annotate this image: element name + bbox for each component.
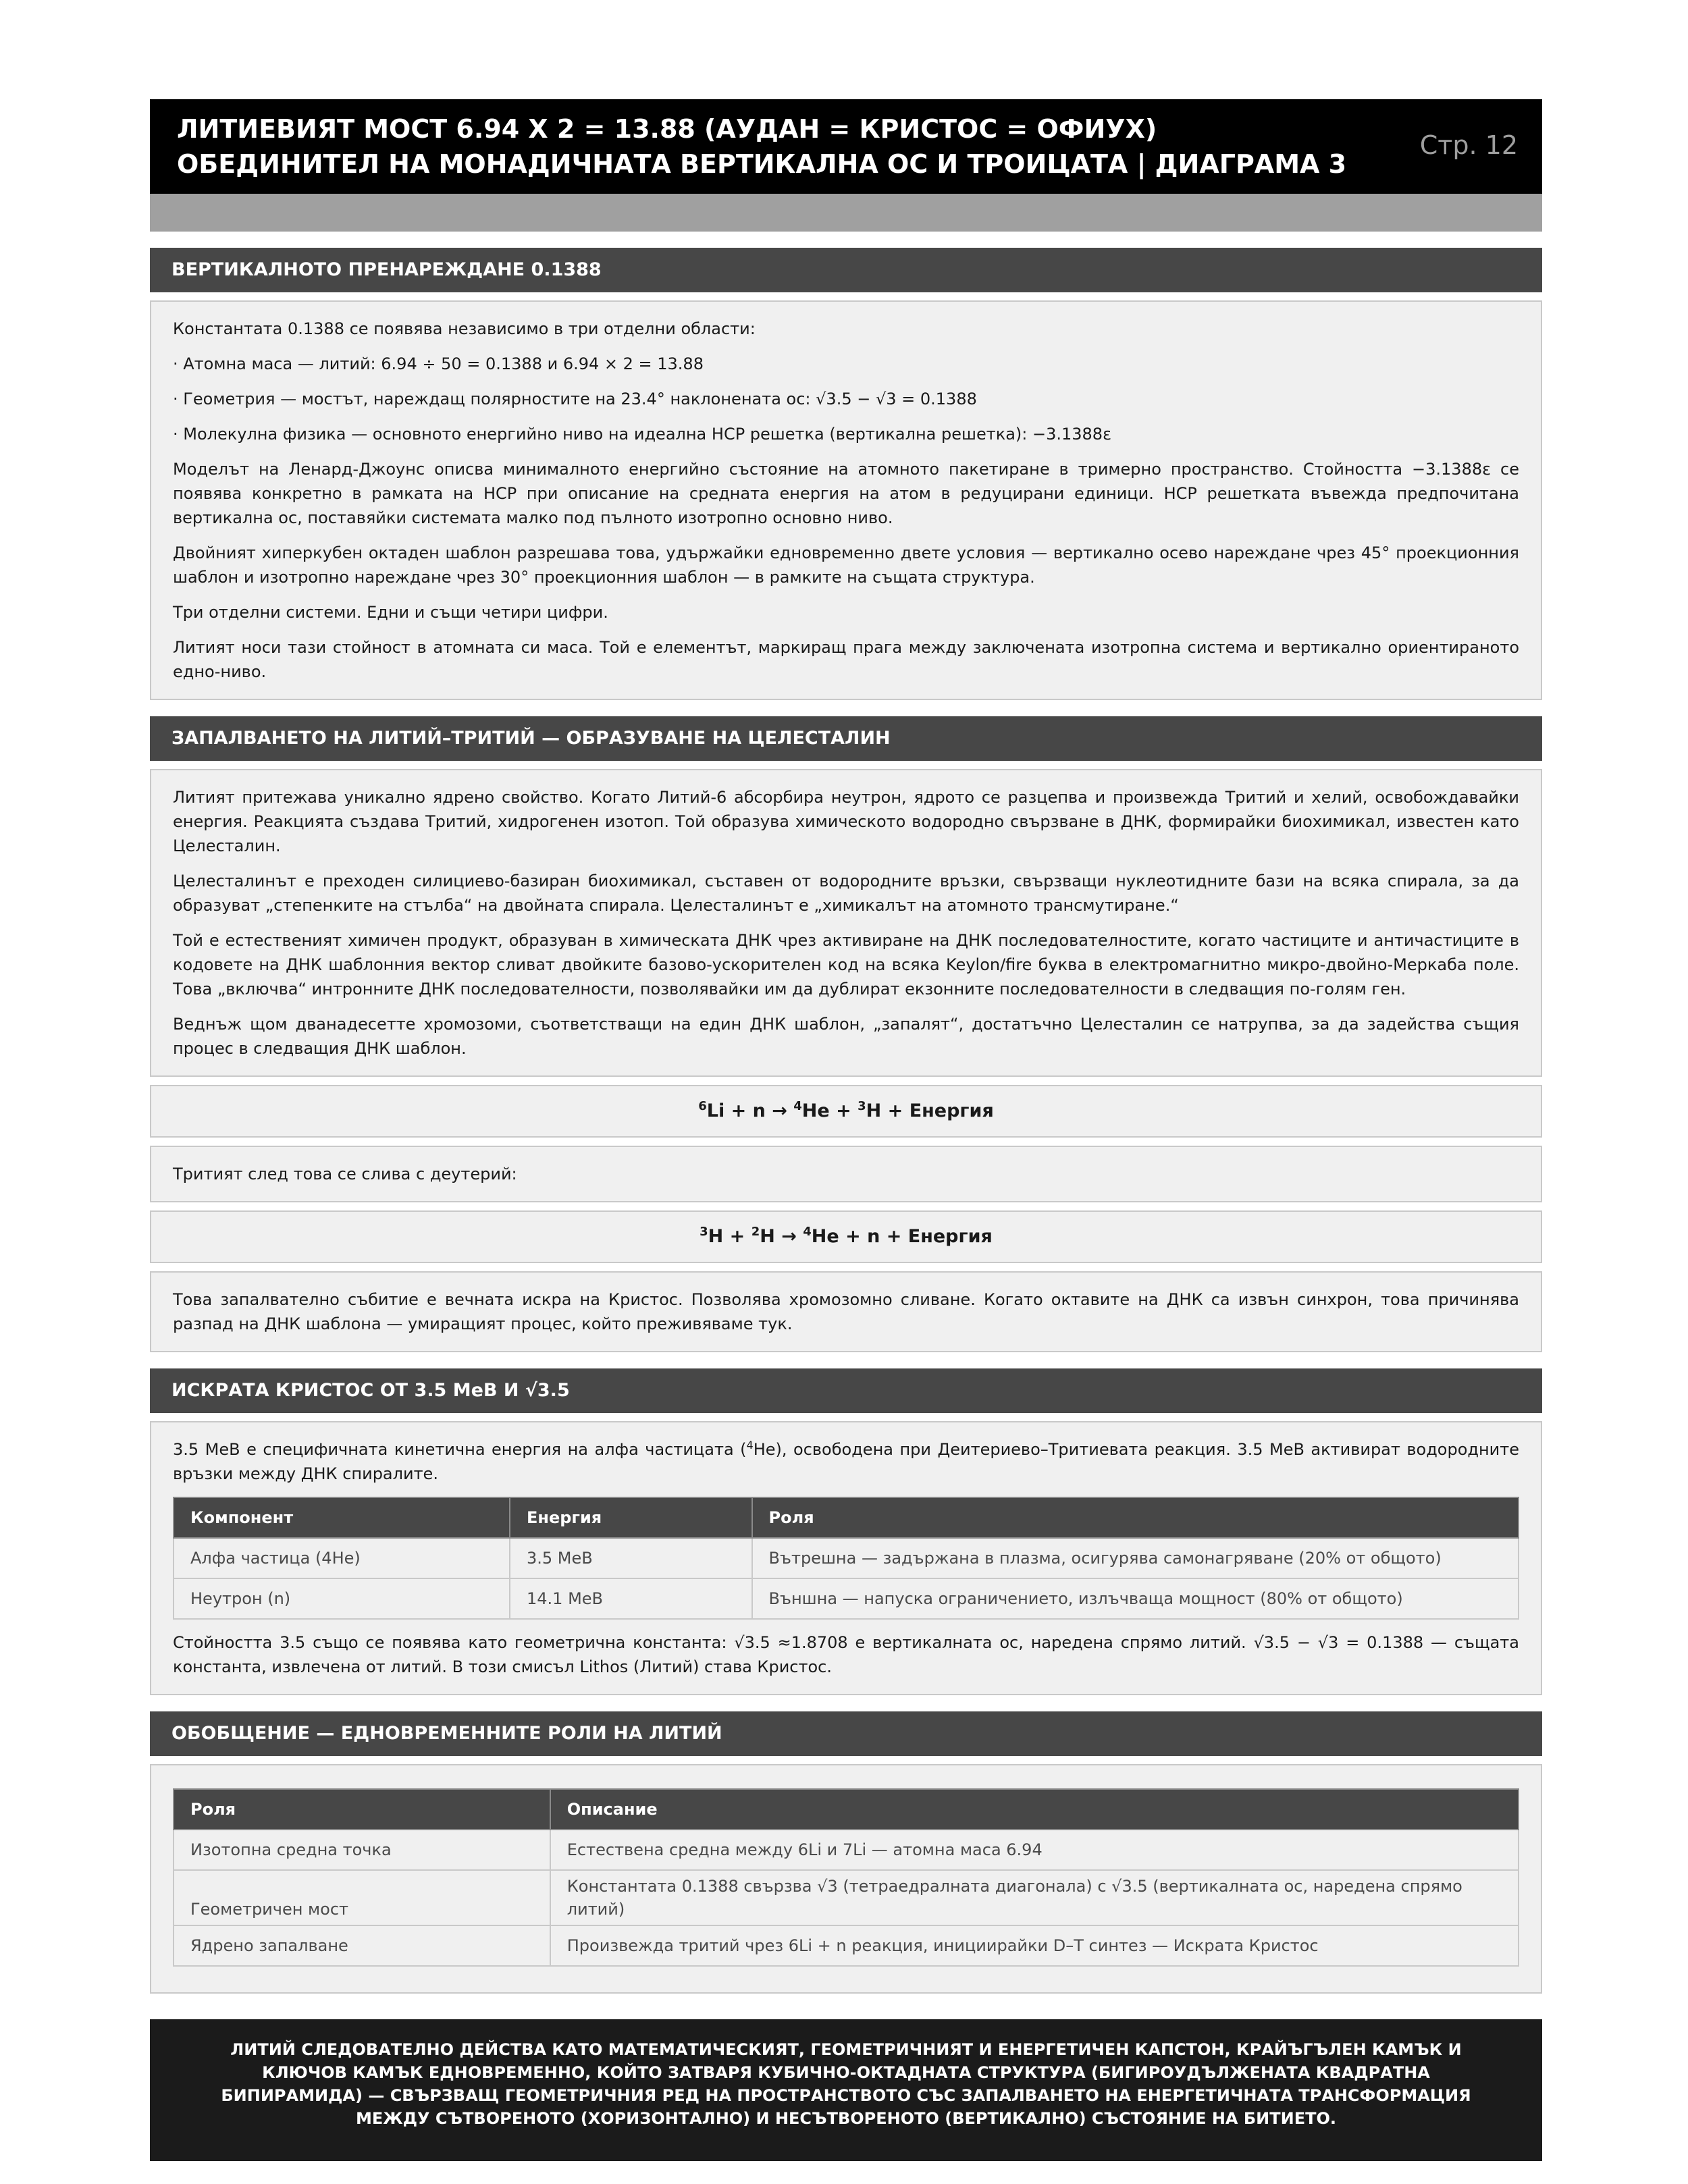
header-strip [150, 194, 1542, 232]
paragraph: Моделът на Ленард-Джоунс описва минималното енергийно състояние на атомното пакетиране в тримерно пространство. Стойността −3.1388ε се появява конкретно в рамката на HCP при описание на средната енергия на атом в редуцирани единици. HCP решетката въвежда предпочитана вертикална ос, поставяйки системата малко под пълното изотропно основно ниво. [173, 460, 1519, 527]
paragraph: Двойният хиперкубен октаден шаблон разрешава това, удържайки едновременно двете условия — вертикално осево нареждане чрез 45° проекционния шаблон и изотропно нареждане чрез 30° проекционния шаблон — в рамките на същата структура. [173, 543, 1519, 587]
bullet-item: · Молекулна физика — основното енергийно ниво на идеална HCP решетка (вертикална решетка): −3.1388ε [173, 425, 1112, 444]
section-body-summary [150, 1764, 1542, 1994]
section-heading-christos-spark: ИСКРАТА КРИСТОС ОТ 3.5 MeB И √3.5 [150, 1368, 1542, 1413]
paragraph: Литият притежава уникално ядрено свойство. Когато Литий-6 абсорбира неутрон, ядрото се разцепва и произвежда Тритий и хелий, освобождавайки енергия. Реакцията създава Тритий, хидрогенен изотоп. Той образува химическото водородно свързване в ДНК, формирайки биохимикал, известен като Целесталин. [173, 788, 1519, 855]
page-number: Стр. 12 [1419, 130, 1518, 160]
column-header: Енергия [510, 1497, 752, 1538]
column-header: Компонент [174, 1497, 510, 1538]
paragraph: Веднъж щом дванадесетте хромозоми, съответстващи на един ДНК шаблон, „запалят“, достатъчно Целесталин се натрупва, за да задейства същия процес в следващия ДНК шаблон. [173, 1015, 1519, 1058]
bullet-item: · Геометрия — мостът, нареждащ полярностите на 23.4° наклонената ос: √3.5 − √3 = 0.1388 [173, 390, 977, 408]
summary-table [173, 1788, 1519, 1967]
section-body-christos-spark [150, 1421, 1542, 1695]
paragraph: Тритият след това се слива с деутерий: [173, 1165, 517, 1183]
table-cell: Неутрон (n) [174, 1578, 510, 1619]
equation-tritium-deuterium: $^3$H + $^2$H → $^4$He + n + Енергия [150, 1210, 1542, 1263]
title-line-1: ЛИТИЕВИЯТ МОСТ 6.94 X 2 = 13.88 (АУДАН = КРИСТОС = ОФИУХ) [177, 114, 1157, 144]
paragraph: Три отделни системи. Едни и същи четири цифри. [173, 603, 608, 622]
paragraph: Целесталинът е преходен силициево-базиран биохимикал, съставен от водородните връзки, свързващи нуклеотидните бази на всяка спирала, за да образуват „степенките на стълба“ на двойната спирала. Целесталинът е „химикалът на атомното трансмутиране.“ [173, 872, 1519, 915]
document-page [150, 99, 1542, 2161]
section-heading-lithium-tritium-ignition: ЗАПАЛВАНЕТО НА ЛИТИЙ–ТРИТИЙ — ОБРАЗУВАНЕ НА ЦЕЛЕСТАЛИН [150, 716, 1542, 761]
table-row [174, 1830, 1519, 1870]
title-bar [150, 99, 1542, 194]
equation-lithium-neutron: $^6$Li + n → $^4$He + $^3$H + Енергия [150, 1085, 1542, 1138]
table-cell: Ядрено запалване [174, 1925, 550, 1966]
section-heading-vertical-rearrangement: ВЕРТИКАЛНОТО ПРЕНАРЕЖДАНЕ 0.1388 [150, 248, 1542, 292]
table-cell: Алфа частица (4He) [174, 1538, 510, 1578]
section-body-vertical-rearrangement [150, 300, 1542, 700]
tritium-fusion-note [150, 1146, 1542, 1202]
section-heading-summary: ОБОБЩЕНИЕ — ЕДНОВРЕМЕННИТЕ РОЛИ НА ЛИТИЙ [150, 1711, 1542, 1756]
paragraph: Стойността 3.5 също се появява като геометрична константа: √3.5 ≈1.8708 е вертикалната ос, наредена спрямо литий. √3.5 − √3 = 0.1388 — същата константа, извлечена от литий. В този смисъл Lithos (Литий) става Кристос. [173, 1633, 1519, 1676]
energy-table [173, 1497, 1519, 1620]
table-cell: 3.5 MeB [510, 1538, 752, 1578]
title-block [177, 111, 1346, 182]
table-cell: Изотопна средна точка [174, 1830, 550, 1870]
table-row [174, 1578, 1519, 1619]
table-cell: Вътрешна — задържана в плазма, осигурява самонагряване (20% от общото) [752, 1538, 1519, 1578]
table-header-row [174, 1789, 1519, 1830]
table-cell: 14.1 MeB [510, 1578, 752, 1619]
bullet-item: · Атомна маса — литий: 6.94 ÷ 50 = 0.1388 и 6.94 × 2 = 13.88 [173, 354, 704, 373]
paragraph: Той е естественият химичен продукт, образуван в химическата ДНК чрез активиране на ДНК последователностите, когато частиците и античастиците в кодовете на ДНК шаблонния вектор сливат двойките базово-ускорителен код на всяка Keylon/fire буква в електромагнитно микро-двойно-Меркаба поле. Това „включва“ интронните ДНК последователности, позволявайки им да дублират екзонните последователности в следващия по-голям ген. [173, 931, 1519, 998]
table-row [174, 1538, 1519, 1578]
table-cell: Константата 0.1388 свързва √3 (тетраедралната диагонала) с √3.5 (вертикалната ос, наредена спрямо литий) [550, 1870, 1519, 1925]
paragraph: Константата 0.1388 се появява независимо в три отделни области: [173, 319, 756, 338]
title-line-2: ОБЕДИНИТЕЛ НА МОНАДИЧНАТА ВЕРТИКАЛНА ОС И ТРОИЦАТА | ДИАГРАМА 3 [177, 149, 1347, 179]
table-cell: Външна — напуска ограничението, излъчваща мощност (80% от общото) [752, 1578, 1519, 1619]
footer-conclusion: ЛИТИЙ СЛЕДОВАТЕЛНО ДЕЙСТВА КАТО МАТЕМАТИЧЕСКИЯТ, ГЕОМЕТРИЧНИЯТ И ЕНЕРГЕТИЧЕН КАПСТОН, КРАЙЪГЪЛЕН КАМЪК И КЛЮЧОВ КАМЪК ЕДНОВРЕМЕННО, КОЙТО ЗАТВАРЯ КУБИЧНО-ОКТАДНАТА СТРУКТУРА (БИГИРОУДЪЛЖЕНАТА КВАДРАТНА БИПИРАМИДА) — СВЪРЗВАЩ ГЕОМЕТРИЧНИЯ РЕД НА ПРОСТРАНСТВОТО СЪС ЗАПАЛВАНЕТО НА ЕНЕРГЕТИЧНАТА ТРАНСФОРМАЦИЯ МЕЖДУ СЪТВОРЕНОТО (ХОРИЗОНТАЛНО) И НЕСЪТВОРЕНОТО (ВЕРТИКАЛНО) СЪСТОЯНИЕ НА БИТИЕТО. [150, 2019, 1542, 2161]
section-body-lithium-tritium-ignition [150, 769, 1542, 1077]
table-header-row [174, 1497, 1519, 1538]
paragraph: Литият носи тази стойност в атомната си маса. Той е елементът, маркиращ прага между заключената изотропна система и вертикално ориентираното едно-ниво. [173, 638, 1519, 681]
table-cell: Естествена средна между 6Li и 7Li — атомна маса 6.94 [550, 1830, 1519, 1870]
ignition-event-note [150, 1271, 1542, 1352]
column-header: Роля [174, 1789, 550, 1830]
paragraph: Това запалвателно събитие е вечната искра на Кристос. Позволява хромозомно сливане. Когато октавите на ДНК са извън синхрон, това причинява разпад на ДНК шаблона — умиращият процес, който преживяваме тук. [173, 1290, 1519, 1333]
table-cell: Геометричен мост [174, 1870, 550, 1925]
table-row [174, 1870, 1519, 1925]
column-header: Роля [752, 1497, 1519, 1538]
table-cell: Произвежда тритий чрез 6Li + n реакция, инициирайки D–T синтез — Искрата Кристос [550, 1925, 1519, 1966]
paragraph: 3.5 MeB е специфичната кинетична енергия на алфа частицата ($^4$He), освободена при Деитериево–Тритиевата реакция. 3.5 MeB активират водородните връзки между ДНК спиралите. [173, 1439, 1520, 1483]
column-header: Описание [550, 1789, 1519, 1830]
table-row [174, 1925, 1519, 1966]
